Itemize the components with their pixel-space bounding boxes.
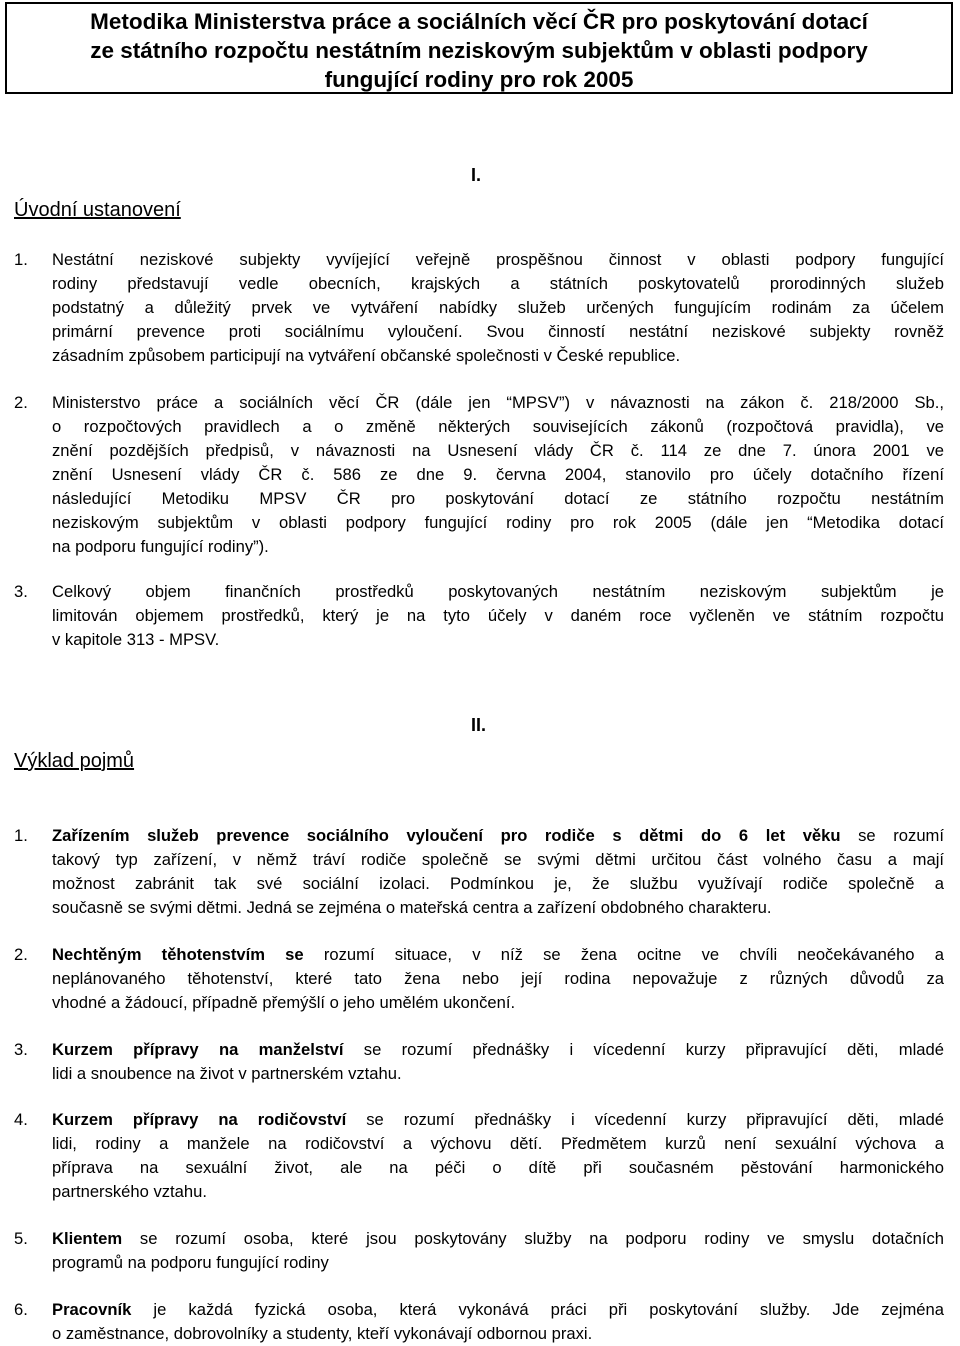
definition-term: Nechtěným těhotenstvím se (52, 945, 304, 964)
definition-line: lidi, rodiny a manžele na rodičovství a výchovu dětí. Předmětem kurzů není sexuální výchova a (52, 1134, 944, 1153)
paragraph-number: 2. (14, 393, 28, 412)
definition-text: se rozumí osoba, které jsou poskytovány služby na podporu rodiny ve smyslu dotačních (122, 1229, 944, 1248)
paragraph-line: rodiny představují vedle obecních, krajských a státních poskytovatelů prorodinných služeb (52, 274, 944, 293)
definition-item-6 (14, 1298, 944, 1346)
title-line-3: fungující rodiny pro rok 2005 (324, 67, 634, 92)
definition-term: Pracovník (52, 1300, 132, 1319)
item-number: 3. (14, 1040, 28, 1059)
paragraph-line: následující Metodiku MPSV ČR pro poskytování dotací ze státního rozpočtu nestátním (52, 489, 944, 508)
section-1-paragraph-3 (14, 580, 944, 652)
paragraph-line: znění pozdějších předpisů, v návaznosti na Usnesení vlády ČR č. 114 ze dne 7. února 2001 ve (52, 441, 944, 460)
item-number: 2. (14, 945, 28, 964)
definition-item-1 (14, 824, 944, 920)
section-2-heading: Výklad pojmů (14, 750, 135, 772)
section-1-numeral: I. (471, 165, 482, 185)
title-line-2: ze státního rozpočtu nestátním neziskovým subjektům v oblasti podpory (90, 38, 868, 63)
section-1-paragraph-2 (14, 391, 944, 559)
definition-item-5 (14, 1227, 944, 1275)
definition-line: příprava na sexuální život, ale na péči o dítě při současném pěstování harmonického (52, 1158, 944, 1177)
section-1-heading: Úvodní ustanovení (14, 199, 181, 221)
definition-term: Zařízením služeb prevence sociálního vyloučení pro rodiče s dětmi do 6 let věku (52, 826, 841, 845)
definition-term: Kurzem přípravy na manželství (52, 1040, 344, 1059)
definition-line: programů na podporu fungující rodiny (52, 1253, 329, 1272)
definition-text: rozumí situace, v níž se žena ocitne ve chvíli neočekávaného a (303, 945, 944, 964)
paragraph-line: Ministerstvo práce a sociálních věcí ČR (dále jen “MPSV”) v návaznosti na zákon č. 218/2000 Sb., (52, 393, 944, 412)
paragraph-line: neziskovým subjektům v oblasti podpory fungující rodiny pro rok 2005 (dále jen “Metodika dotací (52, 513, 944, 532)
section-2-numeral: II. (471, 715, 487, 735)
definition-item-4 (14, 1108, 944, 1204)
paragraph-line: na podporu fungující rodiny”). (52, 537, 269, 556)
definition-text: se rozumí (840, 826, 944, 845)
definition-line: partnerského vztahu. (52, 1182, 207, 1201)
paragraph-line: zásadním způsobem participují na vytváření občanské společnosti v České republice. (52, 346, 681, 365)
definition-line: vhodné a žádoucí, případně přemýšlí o jeho umělém ukončení. (52, 993, 516, 1012)
paragraph-number: 3. (14, 582, 28, 601)
definition-text: se rozumí přednášky i vícedenní kurzy připravující děti, mladé (346, 1110, 944, 1129)
definition-item-2 (14, 943, 944, 1015)
definition-line: takový typ zařízení, v němž tráví rodiče společně se svými dětmi určitou část volného času a mají (52, 850, 944, 869)
paragraph-line: Celkový objem finančních prostředků poskytovaných nestátním neziskovým subjektům je (52, 582, 944, 601)
paragraph-line: primární prevence proti sociálnímu vyloučení. Svou činností nestátní neziskové subjekty rovněž (52, 322, 944, 341)
definition-line: možnost zabránit tak své sociální izolaci. Podmínkou je, že službu využívají rodiče společně a (52, 874, 944, 893)
definition-term: Kurzem přípravy na rodičovství (52, 1110, 347, 1129)
item-number: 1. (14, 826, 28, 845)
definition-line: o zaměstnance, dobrovolníky a studenty, kteří vykonávají odbornou praxi. (52, 1324, 593, 1343)
definition-item-3 (14, 1038, 944, 1086)
paragraph-line: Nestátní neziskové subjekty vyvíjející veřejně prospěšnou činnost v oblasti podpory fungující (52, 250, 944, 269)
title-line-1: Metodika Ministerstva práce a sociálních věcí ČR pro poskytování dotací (90, 9, 868, 34)
definition-line: současně se svými dětmi. Jedná se zejména o mateřská centra a zařízení obdobného charakteru. (52, 898, 772, 917)
paragraph-line: o rozpočtových pravidlech a o změně některých souvisejících zákonů (rozpočtová pravidla), ve (52, 417, 944, 436)
item-number: 6. (14, 1300, 28, 1319)
item-number: 5. (14, 1229, 28, 1248)
definition-text: se rozumí přednášky i vícedenní kurzy připravující děti, mladé (343, 1040, 944, 1059)
paragraph-line: podstatný a důležitý prvek ve vytváření nabídky služeb určených fungujícím rodinám za účelem (52, 298, 944, 317)
section-1-paragraph-1 (14, 248, 944, 368)
definition-text: je každá fyzická osoba, která vykonává práci při poskytování služby. Jde zejména (131, 1300, 944, 1319)
document-title-box (5, 2, 953, 94)
paragraph-line: limitován objemem prostředků, který je na tyto účely v daném roce vyčleněn ve státním rozpočtu (52, 606, 944, 625)
definition-term: Klientem (52, 1229, 123, 1248)
definition-line: neplánovaného těhotenství, které tato žena nebo její rodina nepovažuje z různých důvodů za (52, 969, 944, 988)
paragraph-number: 1. (14, 250, 28, 269)
item-number: 4. (14, 1110, 28, 1129)
paragraph-line: v kapitole 313 - MPSV. (52, 630, 220, 649)
definition-line: lidi a snoubence na život v partnerském vztahu. (52, 1064, 402, 1083)
paragraph-line: znění Usnesení vlády ČR č. 586 ze dne 9. června 2004, stanovilo pro účely dotačního řízení (52, 465, 944, 484)
